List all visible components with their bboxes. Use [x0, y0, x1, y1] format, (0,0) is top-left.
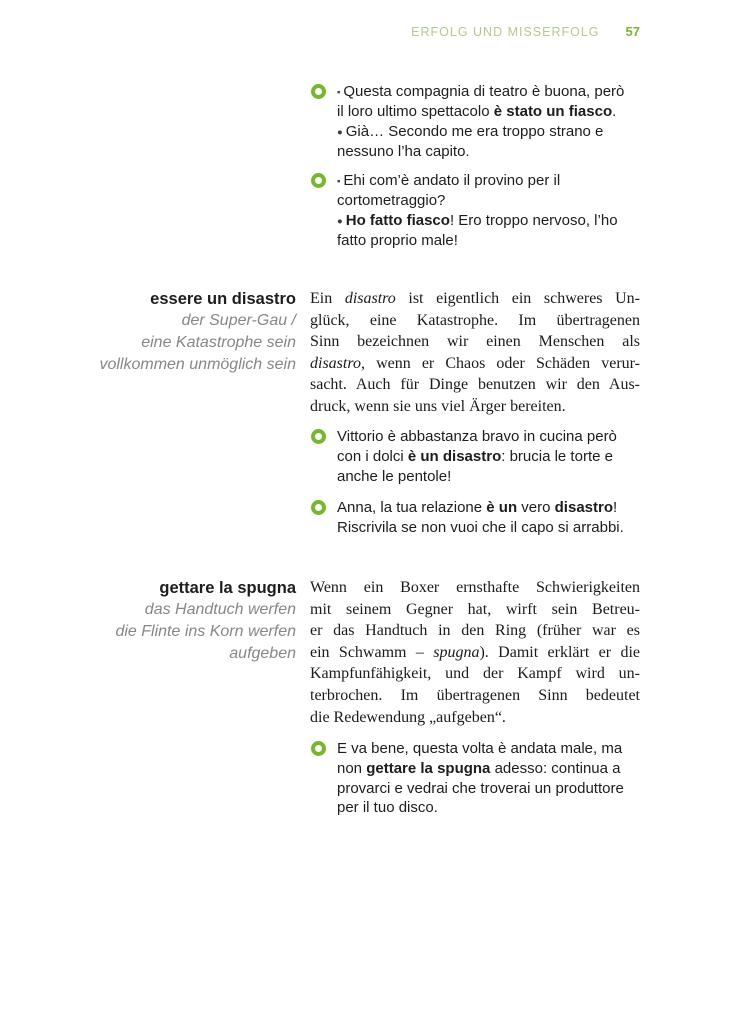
chapter-title: ERFOLG UND MISSERFOLG — [411, 25, 600, 39]
headword: gettare la spugna — [159, 579, 296, 597]
example-text — [337, 739, 624, 818]
entry-1-explanation — [310, 288, 640, 418]
explanation-line: terbrochen. Im übertragenen Sinn bedeutet — [310, 686, 640, 704]
entry-1-headword-block — [20, 288, 296, 376]
dialog-line: ● Ho fatto fiasco! Ero troppo nervoso, l’ho — [337, 212, 618, 230]
example-bullet-icon — [311, 173, 326, 188]
explanation-line: er das Handtuch in den Ring (früher war es — [310, 622, 640, 640]
translation-line: der Super-Gau / — [181, 312, 296, 329]
entry-2-explanation — [310, 577, 640, 728]
explanation-line: glück, eine Katastrophe. Im übertragenen — [310, 311, 640, 329]
running-header — [310, 24, 640, 39]
explanation-line: Kampfunfähigkeit, und der Kampf wird un- — [310, 665, 640, 683]
dialog-line: fatto proprio male! — [337, 232, 458, 250]
example-line: Riscrivila se non vuoi che il capo si arrabbi. — [337, 518, 624, 536]
example-line: provarci e vedrai che troverai un produttore — [337, 779, 624, 797]
dialog-line: ▪ Ehi com’è andato il provino per il — [337, 172, 561, 189]
explanation-line: sacht. Auch für Dinge benutzen wir den Aus- — [310, 376, 640, 394]
speaker-marker-icon: ● — [337, 126, 343, 138]
explanation-line: ein Schwamm – spugna). Damit erklärt er die — [310, 643, 640, 661]
headword: essere un disastro — [150, 290, 296, 308]
dialog-example-1 — [311, 82, 624, 162]
example-bullet-icon — [311, 500, 326, 515]
dialog-line: ● Già… Secondo me era troppo strano e — [337, 123, 604, 141]
speaker-marker-icon: ▪ — [337, 86, 341, 98]
explanation-line: mit seinem Gegner hat, wirft sein Betreu- — [310, 600, 640, 618]
explanation-line: Ein disastro ist eigentlich ein schweres Un- — [310, 290, 640, 307]
dialog-line: ▪ Questa compagnia di teatro è buona, però — [337, 83, 625, 100]
dialog-line: nessuno l’ha capito. — [337, 143, 470, 161]
example-line: con i dolci è un disastro: brucia le torte e — [337, 447, 613, 465]
dialog-text — [337, 171, 618, 251]
example-line: non gettare la spugna adesso: continua a — [337, 759, 621, 777]
explanation-line: die Redewendung „aufgeben“. — [310, 708, 506, 726]
example-line: anche le pentole! — [337, 467, 452, 485]
dialog-line: il loro ultimo spettacolo è stato un fiasco. — [337, 103, 617, 121]
example-line: Anna, la tua relazione è un vero disastro! — [337, 499, 618, 516]
example-text — [337, 498, 624, 538]
explanation-line: Wenn ein Boxer ernsthafte Schwierigkeiten — [310, 579, 640, 596]
dialog-text — [337, 82, 624, 162]
example-line: Vittorio è abbastanza bravo in cucina però — [337, 428, 617, 445]
translation-line: das Handtuch werfen — [144, 601, 296, 618]
speaker-marker-icon: ▪ — [337, 175, 341, 187]
entry-1-example-2 — [311, 498, 624, 538]
explanation-line: druck, wenn sie uns viel Ärger bereiten. — [310, 397, 566, 415]
explanation-line: Sinn bezeichnen wir einen Menschen als — [310, 333, 640, 351]
dialog-example-2 — [311, 171, 618, 251]
dialog-line: cortometraggio? — [337, 192, 446, 210]
example-line: E va bene, questa volta è andata male, ma — [337, 740, 623, 757]
example-text — [337, 427, 617, 486]
example-bullet-icon — [311, 84, 326, 99]
entry-2-example-1 — [311, 739, 624, 818]
explanation-line: disastro, wenn er Chaos oder Schäden verur- — [310, 354, 640, 372]
translation-line: eine Katastrophe sein — [141, 334, 296, 351]
example-line: per il tuo disco. — [337, 799, 438, 817]
example-bullet-icon — [311, 429, 326, 444]
page-number: 57 — [625, 24, 640, 39]
translation-line: aufgeben — [229, 645, 296, 662]
example-bullet-icon — [311, 741, 326, 756]
speaker-marker-icon: ● — [337, 215, 343, 227]
translation-line: vollkommen unmöglich sein — [99, 356, 296, 373]
entry-2-headword-block — [20, 577, 296, 665]
entry-1-example-1 — [311, 427, 617, 486]
translation-line: die Flinte ins Korn werfen — [115, 623, 296, 640]
